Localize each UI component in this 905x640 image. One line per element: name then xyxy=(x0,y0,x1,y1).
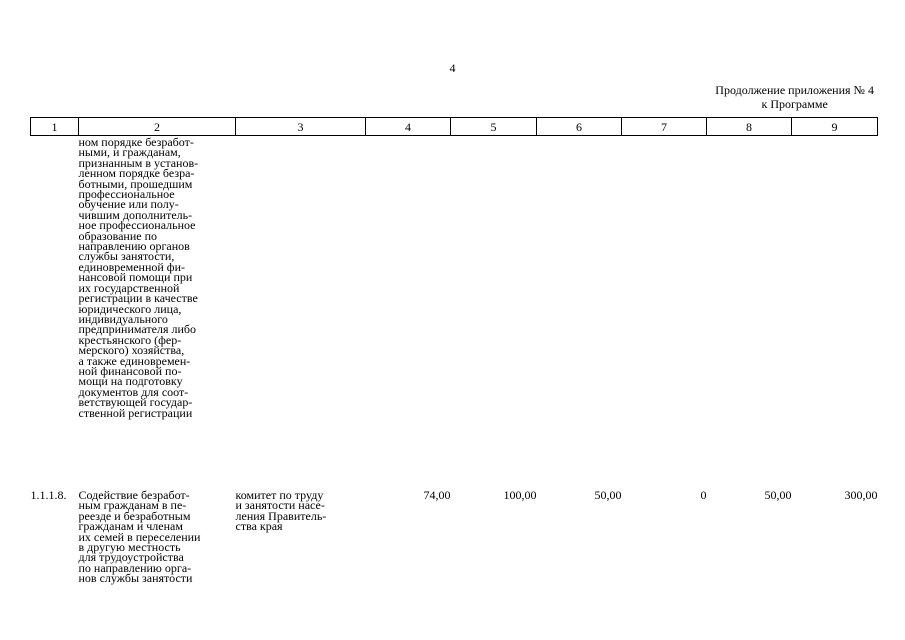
table-row xyxy=(31,484,878,584)
column-header: 7 xyxy=(622,118,707,136)
value-cell xyxy=(366,136,451,485)
value-cell-col7: 0 xyxy=(700,488,707,502)
value-cell-col8: 50,00 xyxy=(764,488,792,502)
value-cell xyxy=(792,136,878,485)
column-header: 4 xyxy=(366,118,451,136)
column-header: 6 xyxy=(537,118,622,136)
appendix-note-line1: Продолжение приложения № 4 xyxy=(715,83,874,97)
column-header: 8 xyxy=(707,118,792,136)
executor-cell: комитет по труду и занятости насе- ления Правитель- ства края xyxy=(235,488,327,534)
column-header: 2 xyxy=(79,118,236,136)
measure-name-cell: ном порядке безработ- ными, и гражданам, признанным в установ- ленном порядке безра- ботными, прошедшим профессиональное обучение или полу- чившим дополнитель- ное профессиональное образование по направлению органов службы занятости, единовременной фи- нансовой помощи при их государственной регистрации в качестве юридического лица, индивидуального предпринимателя либо крестьянского (фер- мерского) хозяйства, а также единовремен- ной финансовой по- мощи на подготовку документов для соот- ветствующей государ- ственной регистрации xyxy=(78,135,199,420)
value-cell-col5: 100,00 xyxy=(503,488,537,502)
measure-name-cell: Содействие безработ- ным гражданам в пе- реезде и безработным гражданам и членам их семей в переселении в другую местность для трудоустройства по направлению орга- нов службы занятости xyxy=(78,488,201,586)
value-cell xyxy=(622,136,707,485)
page-number: 4 xyxy=(449,61,456,75)
value-cell-col6: 50,00 xyxy=(594,488,622,502)
program-table xyxy=(30,117,878,584)
header-row xyxy=(31,118,878,136)
value-cell-col4: 74,00 xyxy=(423,488,451,502)
column-header: 5 xyxy=(451,118,537,136)
value-cell xyxy=(537,136,622,485)
row-number-cell xyxy=(31,136,79,485)
executor-cell xyxy=(236,136,366,485)
value-cell xyxy=(451,136,537,485)
appendix-note xyxy=(715,83,874,111)
value-cell xyxy=(707,136,792,485)
column-header: 3 xyxy=(236,118,366,136)
table-row-continued xyxy=(31,136,878,485)
value-cell-col9: 300,00 xyxy=(844,488,878,502)
appendix-note-line2: к Программе xyxy=(761,97,828,111)
column-header: 1 xyxy=(31,118,79,136)
row-number-cell: 1.1.1.8. xyxy=(30,488,67,502)
table-header xyxy=(31,118,878,136)
column-header: 9 xyxy=(792,118,878,136)
